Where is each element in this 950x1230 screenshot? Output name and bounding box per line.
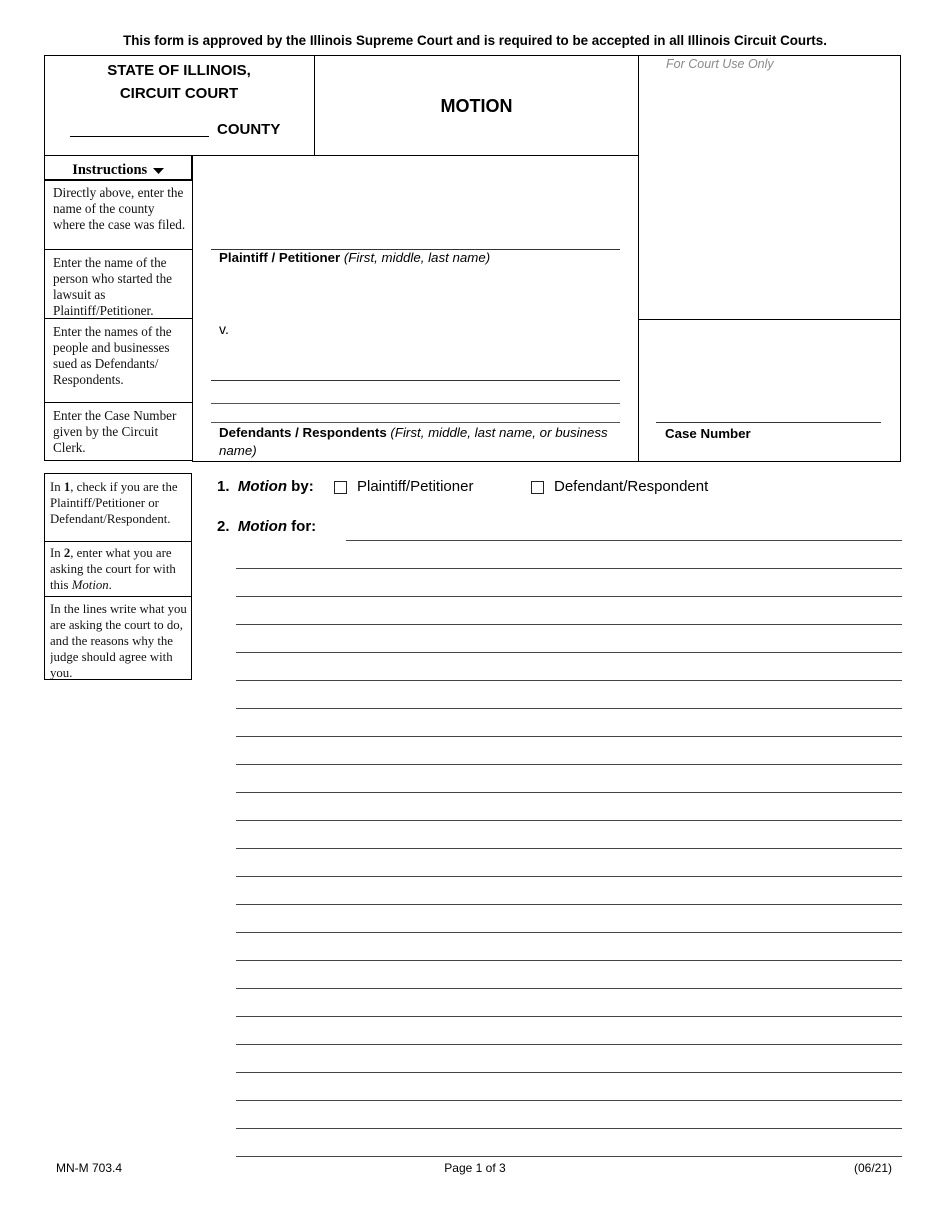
footer-form-code: MN-M 703.4 [56,1161,123,1175]
writing-line[interactable] [236,988,902,989]
box-top-border [44,55,901,56]
section-1-heading [217,478,314,495]
writing-line[interactable] [236,876,902,877]
caption-left-border [192,155,193,462]
side-instruction-2 [50,545,188,593]
instr-col-left [44,180,45,461]
plaintiff-checkbox[interactable] [334,481,347,494]
defendant-input[interactable] [211,356,620,381]
defendants-label-text: Defendants / Respondents [219,425,387,440]
side-instr-div-1 [44,541,192,542]
section-2-heading [217,518,316,535]
si1-num: 1 [63,480,71,494]
writing-line[interactable] [236,1016,902,1017]
case-number-input[interactable] [656,398,881,423]
section-2-motion: Motion [237,518,288,535]
si1-pre: In [50,480,64,494]
writing-line[interactable] [236,1156,902,1157]
footer-page-number: Page 1 of 3 [444,1161,506,1175]
writing-line[interactable] [236,1072,902,1073]
instr-div-4 [44,402,193,403]
writing-line[interactable] [236,708,902,709]
side-instr-div-2 [44,596,192,597]
section-2-for: for: [287,518,317,535]
defendants-label-hint: (First, middle, last name, or business name) [219,425,608,458]
writing-line[interactable] [236,736,902,737]
writing-line[interactable] [236,904,902,905]
writing-line[interactable] [236,792,902,793]
form-title: MOTION [440,96,513,116]
instruction-county: Directly above, enter the name of the county where the case was filed. [53,185,186,232]
defendant-input-line-2 [211,403,620,404]
footer-revision: (06/21) [854,1161,893,1175]
section-2-number: 2. [217,518,230,535]
writing-line[interactable] [236,848,902,849]
section-1-number: 1. [217,478,230,495]
plaintiff-label-text: Plaintiff / Petitioner [219,250,341,265]
instruction-plaintiff: Enter the name of the person who started the lawsuit as Plaintiff/Petitioner. [53,255,173,318]
instruction-case-number: Enter the Case Number given by the Circuit Clerk. [53,408,177,455]
county-label: COUNTY [217,121,281,138]
si2-end: . [108,578,112,592]
court-use-label: For Court Use Only [666,57,774,71]
instr-div-1 [44,180,193,181]
case-number-label: Case Number [665,426,751,441]
county-input[interactable] [70,120,209,137]
instr-col-bottom [44,460,193,461]
triangle-down-icon [153,167,164,175]
defendant-option-label: Defendant/Respondent [554,478,709,495]
writing-line[interactable] [236,1128,902,1129]
writing-line[interactable] [236,932,902,933]
writing-line[interactable] [236,652,902,653]
writing-line[interactable] [236,1100,902,1101]
state-label: STATE OF ILLINOIS, [107,62,251,79]
si2-num: 2 [63,546,71,560]
circuit-court-label: CIRCUIT COURT [119,85,239,102]
plaintiff-label [219,250,490,265]
writing-line[interactable] [236,680,902,681]
defendants-label [219,424,619,460]
writing-line[interactable] [236,568,902,569]
writing-line[interactable] [236,596,902,597]
plaintiff-input[interactable] [211,225,620,250]
si2-pre: In [50,546,64,560]
writing-line[interactable] [236,960,902,961]
instr-div-2 [44,249,193,250]
box-right-border [900,55,901,462]
instruction-defendants: Enter the names of the people and businesses sued as Defendants/ Respondents. [53,324,172,387]
si2-mid: , enter what you are asking the court for with this [50,546,176,592]
divider-court-use [638,55,639,462]
writing-line[interactable] [236,1044,902,1045]
defendant-checkbox[interactable] [531,481,544,494]
instructions-heading [44,162,192,179]
motion-for-input[interactable] [346,520,902,541]
section-1-motion: Motion [237,478,288,495]
si2-motion: Motion [71,578,109,592]
header-notice: This form is approved by the Illinois Supreme Court and is required to be accepted in all Illinois Circuit Courts. [123,33,827,48]
writing-line[interactable] [236,764,902,765]
si1-post: , check if you are the Plaintiff/Petitioner or Defendant/Respondent. [50,480,178,526]
side-instruction-3: In the lines write what you are asking the court to do, and the reasons why the judge should agree with you. [50,602,187,679]
writing-line[interactable] [236,820,902,821]
section-1-by: by: [287,478,314,495]
defendant-input-line-3 [211,422,620,423]
instructions-heading-text: Instructions [72,162,148,178]
plaintiff-label-hint: (First, middle, last name) [343,250,491,265]
versus-label: v. [219,321,229,337]
plaintiff-option-label: Plaintiff/Petitioner [357,478,474,495]
box-bottom-border [192,461,901,462]
divider-court-use-bottom [638,319,901,320]
writing-line[interactable] [236,624,902,625]
side-instruction-1 [50,479,188,527]
